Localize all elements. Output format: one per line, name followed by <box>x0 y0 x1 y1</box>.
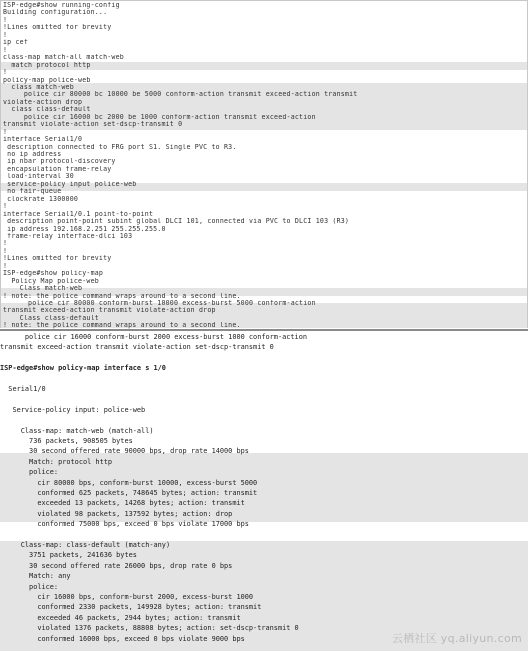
terminal-line: violate-action drop <box>3 98 83 106</box>
terminal-line: Class match-web <box>3 285 83 293</box>
watermark-text: 云栖社区 yq.aliyun.com <box>391 632 522 645</box>
policy-map-interface-output <box>0 331 528 654</box>
terminal-line: ! note: the police command wraps around to a second line. <box>3 322 241 330</box>
terminal-line: ! <box>3 262 8 270</box>
terminal-line: exceeded 13 packets, 14268 bytes; action: transmit <box>0 499 245 508</box>
terminal-line: ! <box>3 203 8 211</box>
terminal-line: violated 98 packets, 137592 bytes; action: drop <box>0 509 233 518</box>
terminal-line: interface Serial1/0.1 point-to-point <box>3 210 154 218</box>
terminal-line: encapsulation frame-relay <box>3 165 112 173</box>
terminal-line: Class-map: class-default (match-any) <box>0 541 171 549</box>
terminal-line: frame-relay interface-dlci 103 <box>3 232 133 240</box>
terminal-line: load-interval 30 <box>3 173 74 181</box>
terminal-line: Serial1/0 <box>0 385 46 393</box>
terminal-line: police cir 16000 bc 2000 be 1000 conform-action transmit exceed-action <box>3 113 316 121</box>
terminal-line: police: <box>0 582 59 591</box>
terminal-line: conformed 75000 bps, exceed 0 bps violate 17000 bps <box>0 520 249 529</box>
terminal-line: violated 1376 packets, 88808 bytes; action: set-dscp-transmit 0 <box>0 624 299 633</box>
terminal-line: class class-default <box>3 106 91 114</box>
terminal-line: police: <box>0 468 59 477</box>
terminal-line: police cir 80000 bc 10000 be 5000 conform-action transmit exceed-action transmit <box>3 91 358 99</box>
terminal-line: exceeded 46 packets, 2944 bytes; action: transmit <box>0 613 241 622</box>
terminal-line: 30 second offered rate 26000 bps, drop rate 0 bps <box>0 561 233 570</box>
terminal-line: ! note: the police command wraps around to a second line. <box>3 292 241 300</box>
terminal-line: Service-policy input: police-web <box>0 405 146 414</box>
terminal-line: service-policy input police-web <box>3 180 137 188</box>
terminal-line: transmit exceed-action transmit violate-action set-dscp-transmit 0 <box>0 343 274 352</box>
terminal-line: ! <box>3 240 8 248</box>
terminal-line: ! <box>3 16 8 24</box>
terminal-line: ! <box>3 69 8 77</box>
terminal-line: interface Serial1/0 <box>3 136 83 144</box>
terminal-line: police cir 16000 conform-burst 2000 excess-burst 1000 conform-action <box>0 333 307 341</box>
terminal-line: Class-map: match-web (match-all) <box>0 426 154 435</box>
terminal-line: 736 packets, 908505 bytes <box>0 437 133 445</box>
terminal-line: ISP-edge#show policy-map <box>3 270 104 278</box>
terminal-line: conformed 16000 bps, exceed 0 bps violate 9000 bps <box>0 634 245 643</box>
terminal-line: ! <box>3 247 8 255</box>
terminal-line: Match: protocol http <box>0 457 113 466</box>
terminal-line: ! <box>3 46 8 54</box>
terminal-line: !Lines omitted for brevity <box>3 255 112 263</box>
terminal-line: 30 second offered rate 90000 bps, drop rate 14000 bps <box>0 447 249 456</box>
terminal-line: no ip address <box>3 151 62 158</box>
terminal-line: no fair-queue <box>3 188 62 196</box>
terminal-line: ! <box>3 31 8 39</box>
terminal-line: ip cef <box>3 39 29 47</box>
terminal-line: cir 80000 bps, conform-burst 10000, excess-burst 5000 <box>0 478 258 487</box>
terminal-line: Building configuration... <box>3 9 108 17</box>
terminal-line: transmit violate-action set-dscp-transmit 0 <box>3 121 183 129</box>
terminal-line: ip address 192.168.2.251 255.255.255.0 <box>3 225 166 233</box>
terminal-line: Match: any <box>0 572 71 581</box>
terminal-line: Class class-default <box>3 314 99 322</box>
terminal-line: match protocol http <box>3 61 91 69</box>
terminal-line: ! <box>3 128 8 136</box>
terminal-line: 3751 packets, 241636 bytes <box>0 551 137 560</box>
terminal-line: description point-point subint global DLCI 101, connected via PVC to DLCI 103 (R3) <box>3 218 350 226</box>
terminal-line: ISP-edge#show running-config <box>3 2 120 9</box>
terminal-line: !Lines omitted for brevity <box>3 24 112 32</box>
terminal-line: clockrate 1300000 <box>3 195 79 203</box>
terminal-line: conformed 2330 packets, 149928 bytes; action: transmit <box>0 603 262 612</box>
terminal-line: conformed 625 packets, 748645 bytes; action: transmit <box>0 489 258 497</box>
terminal-line: transmit exceed-action transmit violate-action drop <box>3 307 216 315</box>
terminal-line: Policy Map police-web <box>3 277 99 285</box>
terminal-line: police cir 80000 conform-burst 10000 excess-burst 5000 conform-action <box>3 300 316 307</box>
terminal-line: policy-map police-web <box>3 76 91 84</box>
terminal-line: ISP-edge#show policy-map interface s 1/0 <box>0 364 166 373</box>
terminal-line: description connected to FRG port S1. Single PVC to R3. <box>3 143 237 151</box>
terminal-line: class-map match-all match-web <box>3 54 124 62</box>
terminal-line: cir 16000 bps, conform-burst 2000, excess-burst 1000 <box>0 593 254 601</box>
terminal-line: class match-web <box>3 83 74 91</box>
terminal-line: ip nbar protocol-discovery <box>3 158 116 166</box>
